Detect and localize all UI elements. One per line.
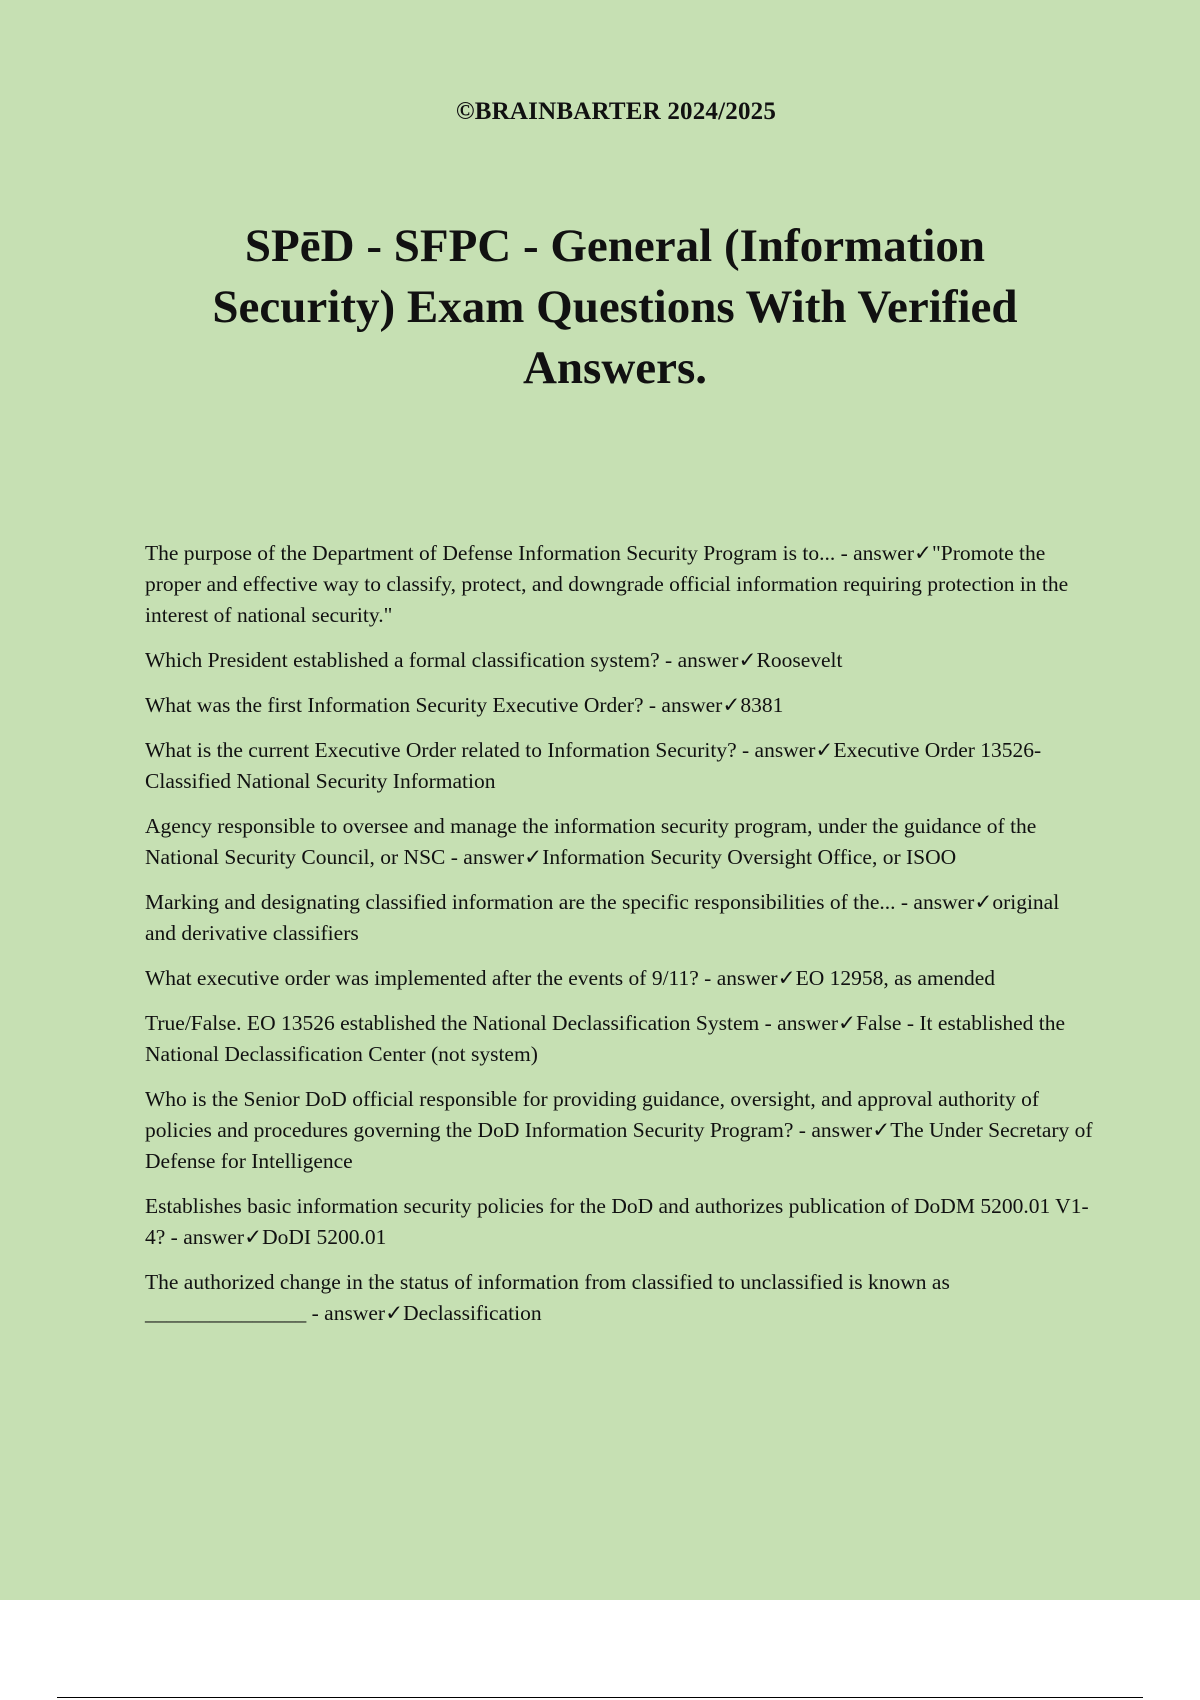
- check-icon: ✓: [914, 541, 933, 565]
- qa-list: [145, 538, 1095, 1343]
- answer-text: Roosevelt: [756, 648, 843, 672]
- answer-text: The Under Secretary of Defense for Intelligence: [145, 1118, 1093, 1173]
- answer-text: False - It established the National Declassification Center (not system): [145, 1011, 1066, 1066]
- question-text: What executive order was implemented after the events of 9/11? -: [145, 966, 717, 990]
- qa-item: [145, 811, 1095, 873]
- answer-text: Executive Order 13526- Classified National Security Information: [145, 738, 1042, 793]
- check-icon: ✓: [838, 1011, 857, 1035]
- question-text: The purpose of the Department of Defense Information Security Program is to... -: [145, 541, 854, 565]
- question-text: Agency responsible to oversee and manage the information security program, under the guidance of the National Security Council, or NSC -: [145, 814, 1037, 869]
- answer-label: answer: [324, 1301, 386, 1325]
- check-icon: ✓: [777, 966, 796, 990]
- answer-text: DoDI 5200.01: [262, 1225, 387, 1249]
- answer-text: EO 12958, as amended: [795, 966, 996, 990]
- answer-label: answer: [853, 541, 914, 565]
- question-text: What is the current Executive Order related to Information Security? -: [145, 738, 755, 762]
- question-text: Marking and designating classified information are the specific responsibilities of the... -: [145, 890, 914, 914]
- question-text: Establishes basic information security policies for the DoD and authorizes publication of DoDM 5200.01 V1-4? -: [145, 1194, 1089, 1249]
- qa-item: [145, 1191, 1095, 1253]
- answer-text: "Promote the proper and effective way to classify, protect, and downgrade official information requiring protection in the interest of national security.": [145, 541, 1069, 627]
- check-icon: ✓: [815, 738, 834, 762]
- check-icon: ✓: [872, 1118, 891, 1142]
- check-icon: ✓: [738, 648, 757, 672]
- answer-text: original and derivative classifiers: [145, 890, 1060, 945]
- answer-label: answer: [811, 1118, 873, 1142]
- question-text: Who is the Senior DoD official responsible for providing guidance, oversight, and approval authority of policies and procedures governing the DoD Information Security Program? -: [145, 1087, 1040, 1142]
- document-title: SPēD - SFPC - General (Information Security) Exam Questions With Verified Answers.: [212, 220, 1018, 394]
- check-icon: ✓: [524, 845, 543, 869]
- question-text: What was the first Information Security Executive Order? -: [145, 693, 662, 717]
- qa-item: [145, 1267, 1095, 1329]
- answer-text: Information Security Oversight Office, or ISOO: [542, 845, 957, 869]
- qa-item: [145, 735, 1095, 797]
- qa-item: [145, 1008, 1095, 1070]
- qa-item: [145, 1084, 1095, 1177]
- answer-label: answer: [913, 890, 975, 914]
- qa-item: [145, 538, 1095, 631]
- question-text: Which President established a formal classification system? -: [145, 648, 678, 672]
- check-icon: ✓: [722, 693, 741, 717]
- copyright-header: ©BRAINBARTER 2024/2025: [455, 98, 777, 125]
- check-icon: ✓: [244, 1225, 263, 1249]
- question-text: The authorized change in the status of information from classified to unclassified is known as _______________ -: [145, 1270, 950, 1325]
- answer-text: 8381: [740, 693, 784, 717]
- answer-label: answer: [716, 966, 778, 990]
- footer-divider: [57, 1697, 1143, 1698]
- qa-item: [145, 963, 1095, 994]
- answer-label: answer: [463, 845, 525, 869]
- check-icon: ✓: [974, 890, 993, 914]
- qa-item: [145, 690, 1095, 721]
- answer-label: answer: [754, 738, 816, 762]
- qa-item: [145, 887, 1095, 949]
- answer-label: answer: [677, 648, 739, 672]
- answer-label: answer: [777, 1011, 839, 1035]
- check-icon: ✓: [385, 1301, 404, 1325]
- answer-label: answer: [183, 1225, 245, 1249]
- question-text: True/False. EO 13526 established the National Declassification System -: [145, 1011, 778, 1035]
- answer-label: answer: [661, 693, 723, 717]
- answer-text: Declassification: [403, 1301, 542, 1325]
- qa-item: [145, 645, 1095, 676]
